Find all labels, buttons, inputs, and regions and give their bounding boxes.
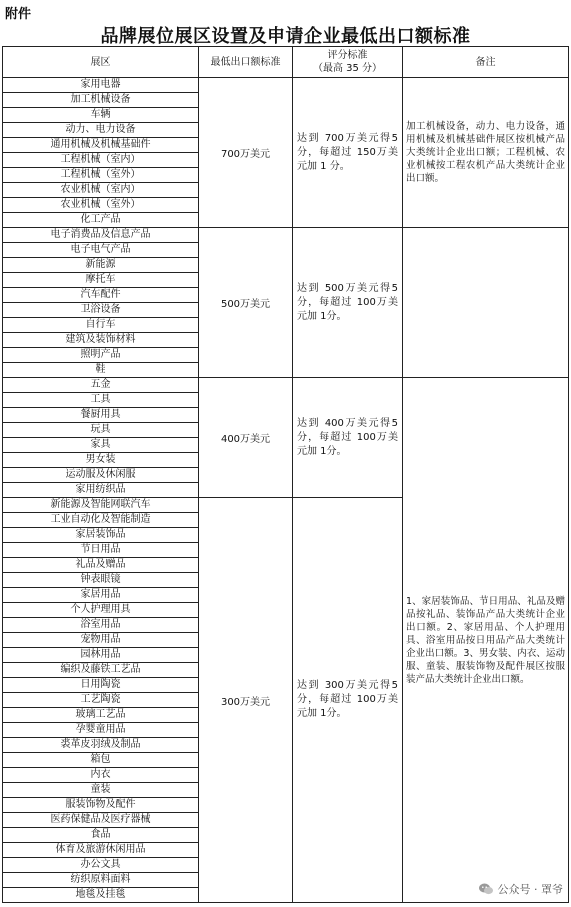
zone-cell: 节日用品 (3, 543, 199, 558)
score-cell: 达到 700万美元得5分，每超过 150万美 元加 1 分。 (293, 78, 403, 228)
zone-cell: 办公文具 (3, 858, 199, 873)
zone-cell: 家居装饰品 (3, 528, 199, 543)
zone-cell: 运动服及休闲服 (3, 468, 199, 483)
zone-cell: 五金 (3, 378, 199, 393)
wechat-icon (478, 881, 494, 897)
zone-cell: 电子电气产品 (3, 243, 199, 258)
table-body (3, 78, 569, 903)
zone-cell: 医药保健品及医疗器械 (3, 813, 199, 828)
zone-cell: 服装饰物及配件 (3, 798, 199, 813)
zone-cell: 园林用品 (3, 648, 199, 663)
zone-cell: 餐厨用具 (3, 408, 199, 423)
zone-cell: 农业机械（室内） (3, 183, 199, 198)
zone-cell: 摩托车 (3, 273, 199, 288)
zone-cell: 食品 (3, 828, 199, 843)
standards-table (2, 46, 569, 903)
zone-cell: 工具 (3, 393, 199, 408)
zone-cell: 建筑及装饰材料 (3, 333, 199, 348)
zone-cell: 家居用品 (3, 588, 199, 603)
note-cell-machinery: 加工机械设备，动力、电力设备，通用机械及机械基础件展区按机械产品大类统计企业出口额；工程机械、农业机械按工程农机产品大类统计企业出口额。 (403, 78, 569, 228)
score-header-line1: 评分标准 (327, 50, 368, 61)
score-cell: 达到 500万美元得5分，每超过 100万美 元加 1分。 (293, 228, 403, 378)
zone-cell: 工程机械（室外） (3, 168, 199, 183)
zone-cell: 礼品及赠品 (3, 558, 199, 573)
zone-cell: 宠物用品 (3, 633, 199, 648)
zone-cell: 编织及藤铁工艺品 (3, 663, 199, 678)
note-cell-consumer: 1、家居装饰品、节日用品、礼品及赠品按礼品、装饰品产品大类统计企业出口额。2、家居用品、个人护理用具、浴室用品按日用品产品大类统计企业出口额。3、男女装、内衣、运动服、童装、服装饰物及配件展区按服装产品大类统计企业出口额。 (403, 378, 569, 903)
zone-cell: 箱包 (3, 753, 199, 768)
zone-cell: 体育及旅游休闲用品 (3, 843, 199, 858)
column-header-min-export: 最低出口额标准 (199, 47, 293, 78)
zone-cell: 家用电器 (3, 78, 199, 93)
zone-cell: 化工产品 (3, 213, 199, 228)
zone-cell: 地毯及挂毯 (3, 888, 199, 903)
page-title: 品牌展位展区设置及申请企业最低出口额标准 (100, 26, 471, 47)
table-row (3, 378, 569, 393)
min-export-cell: 700万美元 (199, 78, 293, 228)
zone-cell: 玩具 (3, 423, 199, 438)
table-row (3, 78, 569, 93)
zone-cell: 加工机械设备 (3, 93, 199, 108)
zone-cell: 农业机械（室外） (3, 198, 199, 213)
zone-cell: 卫浴设备 (3, 303, 199, 318)
zone-cell: 车辆 (3, 108, 199, 123)
zone-cell: 电子消费品及信息产品 (3, 228, 199, 243)
zone-cell: 男女装 (3, 453, 199, 468)
zone-cell: 工艺陶瓷 (3, 693, 199, 708)
column-header-score (293, 47, 403, 78)
score-cell: 达到 400万美元得5分，每超过 100万美 元加 1分。 (293, 378, 403, 498)
note-cell-empty (403, 228, 569, 378)
zone-cell: 孕婴童用品 (3, 723, 199, 738)
table-row (3, 228, 569, 243)
zone-cell: 新能源及智能网联汽车 (3, 498, 199, 513)
score-header-line2: （最高 35 分） (312, 63, 383, 74)
zone-cell: 鞋 (3, 363, 199, 378)
score-cell: 达到 300万美元得5分，每超过 100万美 元加 1分。 (293, 498, 403, 903)
zone-cell: 工业自动化及智能制造 (3, 513, 199, 528)
zone-cell: 新能源 (3, 258, 199, 273)
zone-cell: 纺织原料面料 (3, 873, 199, 888)
min-export-cell: 300万美元 (199, 498, 293, 903)
zone-cell: 汽车配件 (3, 288, 199, 303)
zone-cell: 内衣 (3, 768, 199, 783)
zone-cell: 工程机械（室内） (3, 153, 199, 168)
column-header-zone: 展区 (3, 47, 199, 78)
min-export-cell: 500万美元 (199, 228, 293, 378)
zone-cell: 照明产品 (3, 348, 199, 363)
zone-cell: 家用纺织品 (3, 483, 199, 498)
zone-cell: 钟表眼镜 (3, 573, 199, 588)
zone-cell: 玻璃工艺品 (3, 708, 199, 723)
zone-cell: 日用陶瓷 (3, 678, 199, 693)
zone-cell: 个人护理用具 (3, 603, 199, 618)
zone-cell: 童装 (3, 783, 199, 798)
zone-cell: 自行车 (3, 318, 199, 333)
watermark (478, 881, 564, 897)
min-export-cell: 400万美元 (199, 378, 293, 498)
column-header-note: 备注 (403, 47, 569, 78)
zone-cell: 浴室用品 (3, 618, 199, 633)
zone-cell: 通用机械及机械基础件 (3, 138, 199, 153)
zone-cell: 家具 (3, 438, 199, 453)
attachment-label: 附件 (5, 7, 32, 22)
zone-cell: 动力、电力设备 (3, 123, 199, 138)
table-header-row (3, 47, 569, 78)
zone-cell: 裘革皮羽绒及制品 (3, 738, 199, 753)
watermark-text: 公众号 · 罩爷 (497, 883, 563, 896)
